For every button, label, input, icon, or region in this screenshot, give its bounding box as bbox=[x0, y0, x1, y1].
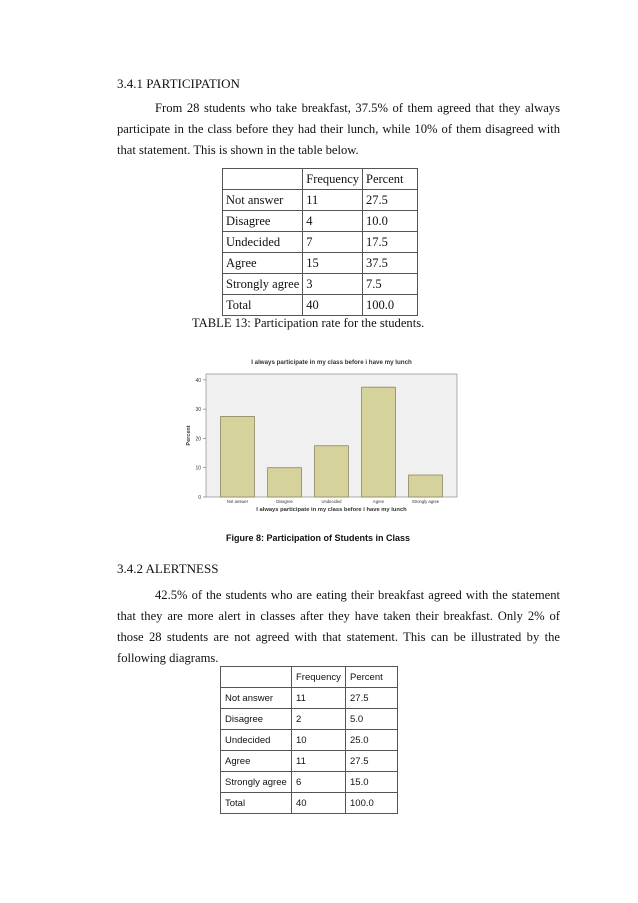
table-row bbox=[221, 772, 398, 793]
figure-caption: Figure 8: Participation of Students in Class bbox=[226, 533, 411, 543]
table-cell: 25.0 bbox=[346, 730, 398, 751]
table-cell: Undecided bbox=[223, 232, 303, 253]
table-header-cell bbox=[221, 667, 292, 688]
alertness-table bbox=[220, 666, 398, 814]
y-tick-label: 20 bbox=[195, 436, 201, 443]
table-cell: Agree bbox=[223, 253, 303, 274]
table-cell: 10 bbox=[292, 730, 346, 751]
table-header-row bbox=[221, 667, 398, 688]
table-cell: 4 bbox=[303, 211, 363, 232]
y-tick-label: 10 bbox=[195, 465, 201, 472]
bar bbox=[268, 468, 302, 497]
table-row bbox=[223, 211, 418, 232]
table-header-cell: Frequency bbox=[292, 667, 346, 688]
table-cell: Agree bbox=[221, 751, 292, 772]
table-cell: Strongly agree bbox=[221, 772, 292, 793]
x-tick-label: Strongly agree bbox=[411, 499, 440, 504]
table-cell: 37.5 bbox=[363, 253, 418, 274]
table-cell: 27.5 bbox=[363, 190, 418, 211]
table-cell: Disagree bbox=[223, 211, 303, 232]
table-row bbox=[223, 190, 418, 211]
bar bbox=[409, 475, 443, 497]
x-tick-label: Agree bbox=[372, 499, 385, 504]
table-cell: 10.0 bbox=[363, 211, 418, 232]
table-row bbox=[223, 253, 418, 274]
table-cell: 3 bbox=[303, 274, 363, 295]
participation-paragraph: From 28 students who take breakfast, 37.5% of them agreed that they always participate in the class before they had their lunch, while 10% of them disagreed with that statement. This is shown in the table below. bbox=[117, 101, 560, 157]
table-cell: 40 bbox=[292, 793, 346, 814]
table-cell: 100.0 bbox=[346, 793, 398, 814]
x-tick-label: Not answer bbox=[226, 499, 249, 504]
bar bbox=[362, 387, 396, 497]
table-header-cell: Frequency bbox=[303, 169, 363, 190]
participation-bar-chart bbox=[180, 354, 462, 516]
y-axis-label: Percent bbox=[186, 425, 192, 446]
table-cell: 15.0 bbox=[346, 772, 398, 793]
table-cell: 11 bbox=[292, 688, 346, 709]
table-cell: 6 bbox=[292, 772, 346, 793]
table-cell: 40 bbox=[303, 295, 363, 316]
table-cell: Strongly agree bbox=[223, 274, 303, 295]
table-row bbox=[223, 274, 418, 295]
x-tick-label: Undecided bbox=[321, 499, 342, 504]
table-cell: 11 bbox=[292, 751, 346, 772]
table-row bbox=[223, 295, 418, 316]
table-header-cell bbox=[223, 169, 303, 190]
table-row bbox=[221, 688, 398, 709]
bar bbox=[315, 446, 349, 497]
table-row bbox=[221, 709, 398, 730]
bar bbox=[221, 416, 255, 497]
section-heading-alertness: 3.4.2 ALERTNESS bbox=[117, 561, 219, 576]
x-tick-label: Disagree bbox=[276, 499, 293, 504]
table-cell: 17.5 bbox=[363, 232, 418, 253]
table-cell: 5.0 bbox=[346, 709, 398, 730]
table-cell: 11 bbox=[303, 190, 363, 211]
table-header-cell: Percent bbox=[363, 169, 418, 190]
table-row bbox=[221, 751, 398, 772]
table-row bbox=[221, 793, 398, 814]
table-cell: Not answer bbox=[221, 688, 292, 709]
participation-table bbox=[222, 168, 418, 316]
table-cell: 7.5 bbox=[363, 274, 418, 295]
table-cell: Disagree bbox=[221, 709, 292, 730]
table-cell: Total bbox=[223, 295, 303, 316]
table-header-cell: Percent bbox=[346, 667, 398, 688]
table-cell: 15 bbox=[303, 253, 363, 274]
table-row bbox=[221, 730, 398, 751]
section-heading-participation: 3.4.1 PARTICIPATION bbox=[117, 76, 240, 91]
y-tick-label: 40 bbox=[195, 377, 201, 384]
table-cell: 27.5 bbox=[346, 751, 398, 772]
x-axis-label: I always participate in my class before i have my lunch bbox=[256, 507, 407, 513]
table-header-row bbox=[223, 169, 418, 190]
chart-title: I always participate in my class before i have my lunch bbox=[251, 359, 412, 366]
table-cell: 100.0 bbox=[363, 295, 418, 316]
table-row bbox=[223, 232, 418, 253]
table-cell: 7 bbox=[303, 232, 363, 253]
table-cell: 27.5 bbox=[346, 688, 398, 709]
table-cell: Total bbox=[221, 793, 292, 814]
table-cell: Not answer bbox=[223, 190, 303, 211]
table-cell: 2 bbox=[292, 709, 346, 730]
y-tick-label: 0 bbox=[198, 495, 201, 501]
table-cell: Undecided bbox=[221, 730, 292, 751]
y-tick-label: 30 bbox=[195, 407, 201, 414]
table-caption: TABLE 13: Participation rate for the students. bbox=[192, 316, 425, 330]
alertness-paragraph: 42.5% of the students who are eating their breakfast agreed with the statement that they are more alert in classes after they have taken their breakfast. Only 2% of those 28 students are not agreed with that statement. This can be illustrated by the following diagrams. bbox=[117, 588, 560, 665]
